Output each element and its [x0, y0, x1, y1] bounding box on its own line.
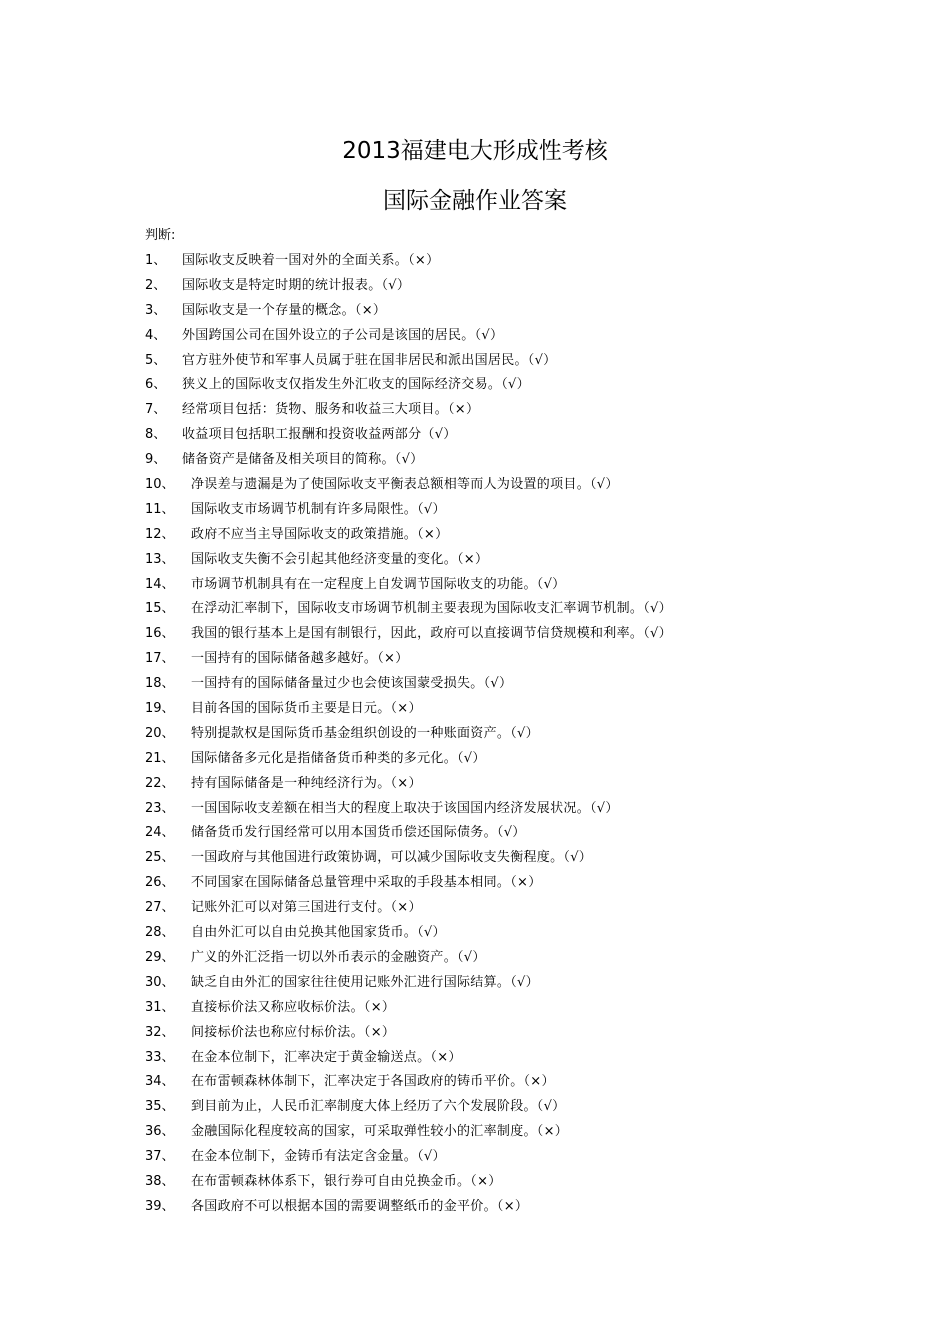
- item-number: 24、: [145, 825, 175, 841]
- item-text: 国际收支反映着一国对外的全面关系。（×）: [182, 253, 440, 268]
- item-number: 34、: [145, 1074, 175, 1090]
- item-number: 10、: [145, 477, 175, 493]
- item-number: 9、: [145, 452, 167, 468]
- item-number: 13、: [145, 551, 175, 567]
- item-number: 18、: [145, 676, 175, 692]
- item-number: 28、: [145, 925, 175, 941]
- list-item: [145, 476, 865, 501]
- list-item: [145, 650, 865, 675]
- item-text: 一国政府与其他国进行政策协调，可以减少国际收支失衡程度。（√）: [191, 850, 593, 866]
- item-number: 7、: [145, 402, 167, 418]
- list-item: [145, 327, 865, 352]
- item-text: 经常项目包括：货物、服务和收益三大项目。（×）: [182, 402, 480, 418]
- item-text: 直接标价法又称应收标价法。（×）: [191, 999, 396, 1015]
- item-number: 26、: [145, 875, 175, 891]
- list-item: [145, 277, 865, 302]
- item-number: 30、: [145, 974, 175, 990]
- item-number: 35、: [145, 1099, 175, 1115]
- section-label: 判断:: [145, 228, 176, 243]
- item-text: 间接标价法也称应付标价法。（×）: [191, 1024, 396, 1040]
- item-text: 一国国际收支差额在相当大的程度上取决于该国国内经济发展状况。（√）: [191, 800, 619, 816]
- list-item: [145, 526, 865, 551]
- item-number: 11、: [145, 501, 175, 517]
- list-item: [145, 551, 865, 576]
- item-number: 22、: [145, 775, 175, 791]
- item-number: 17、: [145, 651, 175, 667]
- item-text: 国际收支失衡不会引起其他经济变量的变化。（×）: [191, 551, 489, 567]
- list-item: [145, 252, 865, 277]
- item-number: 8、: [145, 427, 167, 443]
- item-text: 金融国际化程度较高的国家，可采取弹性较小的汇率制度。（×）: [191, 1124, 569, 1140]
- list-item: [145, 1173, 865, 1198]
- list-item: [145, 1198, 865, 1223]
- list-item: [145, 725, 865, 750]
- list-item: [145, 576, 865, 601]
- item-text: 持有国际储备是一种纯经济行为。（×）: [191, 775, 422, 791]
- item-text: 一国持有的国际储备越多越好。（×）: [191, 651, 409, 667]
- list-item: [145, 874, 865, 899]
- list-item: [145, 974, 865, 999]
- item-text: 外国跨国公司在国外设立的子公司是该国的居民。（√）: [182, 327, 504, 343]
- list-item: [145, 949, 865, 974]
- item-number: 19、: [145, 701, 175, 717]
- item-text: 净误差与遗漏是为了使国际收支平衡表总额相等而人为设置的项目。（√）: [191, 477, 619, 493]
- list-item: [145, 1073, 865, 1098]
- item-number: 3、: [145, 302, 167, 318]
- item-number: 21、: [145, 750, 175, 766]
- item-text: 缺乏自由外汇的国家往往使用记账外汇进行国际结算。（√）: [191, 974, 539, 990]
- item-number: 38、: [145, 1173, 175, 1189]
- item-text: 特别提款权是国际货币基金组织创设的一种账面资产。（√）: [191, 725, 539, 741]
- item-number: 23、: [145, 800, 175, 816]
- list-item: [145, 426, 865, 451]
- list-item: [145, 750, 865, 775]
- item-number: 2、: [145, 277, 167, 293]
- item-number: 33、: [145, 1049, 175, 1065]
- item-number: 20、: [145, 725, 175, 741]
- item-text: 在布雷顿森林体系下，银行券可自由兑换金币。（×）: [191, 1173, 502, 1189]
- item-number: 37、: [145, 1149, 175, 1165]
- item-text: 广义的外汇泛指一切以外币表示的金融资产。（√）: [191, 949, 486, 965]
- item-text: 各国政府不可以根据本国的需要调整纸币的金平价。（×）: [191, 1198, 529, 1214]
- item-text: 市场调节机制具有在一定程度上自发调节国际收支的功能。（√）: [191, 576, 566, 592]
- item-number: 4、: [145, 327, 167, 343]
- list-item: [145, 302, 865, 327]
- item-number: 15、: [145, 601, 175, 617]
- item-text: 国际收支是特定时期的统计报表。（√）: [182, 277, 411, 293]
- list-item: [145, 824, 865, 849]
- list-item: [145, 775, 865, 800]
- list-item: [145, 352, 865, 377]
- item-text: 收益项目包括职工报酬和投资收益两部分（√）: [182, 427, 457, 443]
- item-number: 29、: [145, 949, 175, 965]
- item-text: 记账外汇可以对第三国进行支付。（×）: [191, 900, 422, 916]
- item-text: 储备资产是储备及相关项目的简称。（√）: [182, 452, 424, 468]
- list-item: [145, 675, 865, 700]
- item-text: 目前各国的国际货币主要是日元。（×）: [191, 701, 422, 717]
- item-number: 16、: [145, 626, 175, 642]
- list-item: [145, 849, 865, 874]
- item-text: 国际收支是一个存量的概念。（×）: [182, 302, 387, 318]
- item-text: 政府不应当主导国际收支的政策措施。（×）: [191, 526, 449, 542]
- document-title: 2013福建电大形成性考核: [342, 138, 608, 164]
- list-item: [145, 1049, 865, 1074]
- document-subtitle: 国际金融作业答案: [383, 188, 567, 214]
- item-number: 1、: [145, 253, 167, 268]
- item-number: 6、: [145, 377, 167, 393]
- list-item: [145, 401, 865, 426]
- list-item: [145, 501, 865, 526]
- item-text: 狭义上的国际收支仅指发生外汇收支的国际经济交易。（√）: [182, 377, 530, 393]
- item-text: 官方驻外使节和军事人员属于驻在国非居民和派出国居民。（√）: [182, 352, 557, 368]
- list-item: [145, 1123, 865, 1148]
- list-item: [145, 899, 865, 924]
- item-text: 不同国家在国际储备总量管理中采取的手段基本相同。（×）: [191, 875, 542, 891]
- item-number: 14、: [145, 576, 175, 592]
- list-item: [145, 924, 865, 949]
- item-text: 自由外汇可以自由兑换其他国家货币。（√）: [191, 925, 446, 941]
- item-number: 36、: [145, 1124, 175, 1140]
- item-text: 在金本位制下，汇率决定于黄金输送点。（×）: [191, 1049, 462, 1065]
- list-item: [145, 1098, 865, 1123]
- item-number: 32、: [145, 1024, 175, 1040]
- item-text: 在布雷顿森林体制下，汇率决定于各国政府的铸币平价。（×）: [191, 1074, 555, 1090]
- item-text: 到目前为止，人民币汇率制度大体上经历了六个发展阶段。（√）: [191, 1099, 566, 1115]
- item-number: 27、: [145, 900, 175, 916]
- item-number: 25、: [145, 850, 175, 866]
- item-number: 31、: [145, 999, 175, 1015]
- list-item: [145, 1148, 865, 1173]
- list-item: [145, 625, 865, 650]
- list-item: [145, 1024, 865, 1049]
- item-text: 一国持有的国际储备量过少也会使该国蒙受损失。（√）: [191, 676, 513, 692]
- list-item: [145, 451, 865, 476]
- answer-list: [145, 252, 865, 1223]
- item-text: 储备货币发行国经常可以用本国货币偿还国际债务。（√）: [191, 825, 526, 841]
- list-item: [145, 600, 865, 625]
- item-number: 5、: [145, 352, 167, 368]
- list-item: [145, 376, 865, 401]
- item-text: 国际储备多元化是指储备货币种类的多元化。（√）: [191, 750, 486, 766]
- list-item: [145, 800, 865, 825]
- item-text: 在浮动汇率制下，国际收支市场调节机制主要表现为国际收支汇率调节机制。（√）: [191, 601, 672, 617]
- item-number: 39、: [145, 1198, 175, 1214]
- item-text: 在金本位制下，金铸币有法定含金量。（√）: [191, 1149, 446, 1165]
- list-item: [145, 999, 865, 1024]
- list-item: [145, 700, 865, 725]
- item-text: 国际收支市场调节机制有许多局限性。（√）: [191, 501, 446, 517]
- item-text: 我国的银行基本上是国有制银行，因此，政府可以直接调节信贷规模和利率。（√）: [191, 626, 672, 642]
- item-number: 12、: [145, 526, 175, 542]
